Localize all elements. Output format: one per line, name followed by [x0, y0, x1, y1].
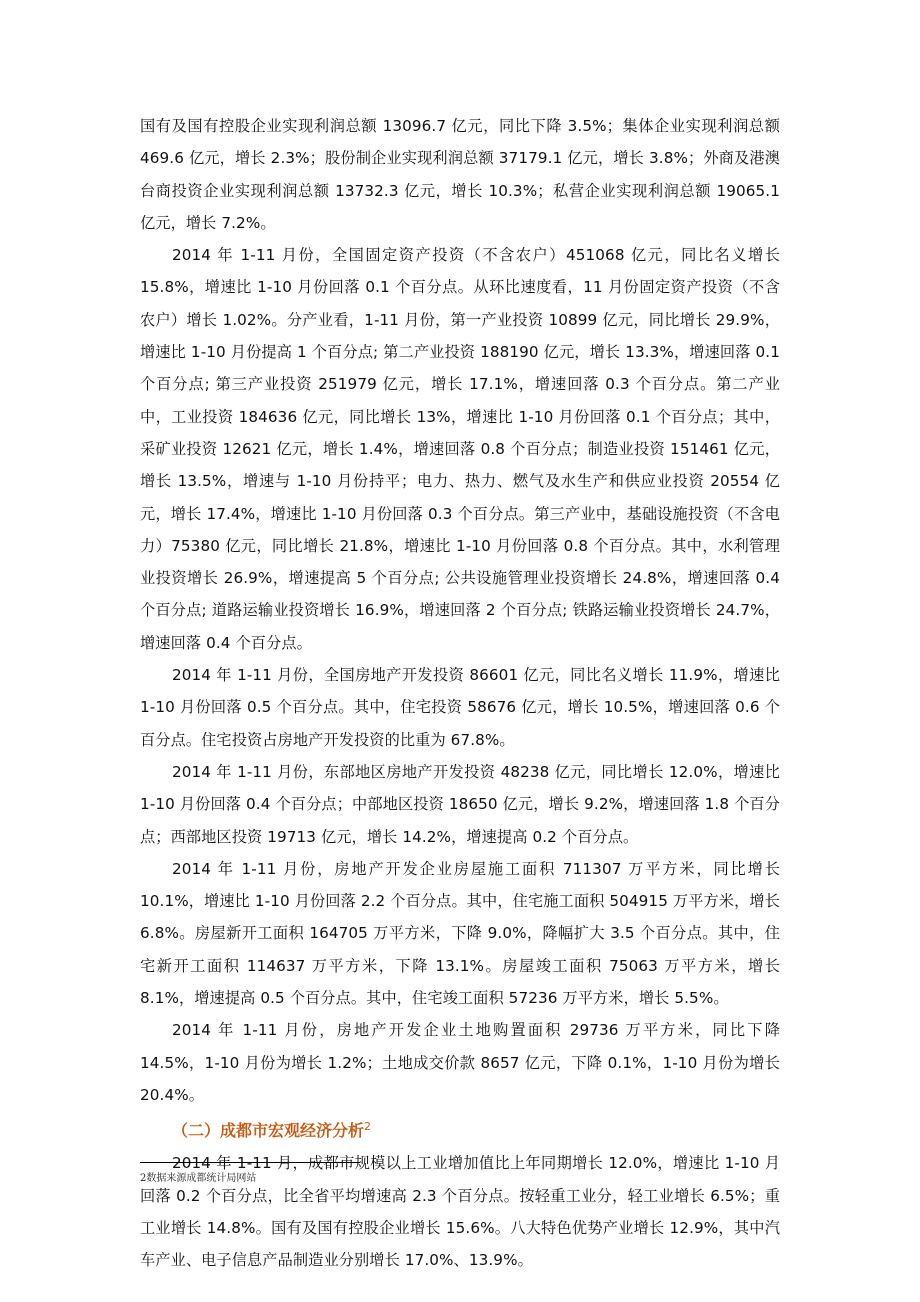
document-body [140, 110, 780, 1276]
paragraph-enterprise-profits: 国有及国有控股企业实现利润总额 13096.7 亿元，同比下降 3.5%；集体企业实现利润总额 469.6 亿元，增长 2.3%；股份制企业实现利润总额 37179.1 亿元，增长 3.8%；外商及港澳台商投资企业实现利润总额 13732.3 亿元，增长 10.3%；私营企业实现利润总额 19065.1 亿元，增长 7.2%。 [140, 117, 780, 232]
paragraph-real-estate-investment: 2014 年 1-11 月份，全国房地产开发投资 86601 亿元，同比名义增长 11.9%，增速比 1-10 月份回落 0.5 个百分点。其中，住宅投资 58676 亿元，增长 10.5%，增速回落 0.6 个百分点。住宅投资占房地产开发投资的比重为 67.8%。 [140, 666, 780, 749]
footnote-text: 2数据来源成都统计局网站 [140, 1173, 257, 1184]
paragraph-chengdu-industry: 2014 年 1-11 月，成都市规模以上工业增加值比上年同期增长 12.0%，增速比 1-10 月回落 0.2 个百分点，比全省平均增速高 2.3 个百分点。按轻重工业分，轻工业增长 6.5%；重工业增长 14.8%。国有及国有控股企业增长 15.6%。八大特色优势产业增长 12.9%，其中汽车产业、电子信息产品制造业分别增长 17.0%、13.9%。 [140, 1154, 780, 1270]
paragraph-construction-area: 2014 年 1-11 月份，房地产开发企业房屋施工面积 711307 万平方米，同比增长 10.1%，增速比 1-10 月份回落 2.2 个百分点。其中，住宅施工面积 504915 万平方米，增长 6.8%。房屋新开工面积 164705 万平方米，下降 9.0%，降幅扩大 3.5 个百分点。其中，住宅新开工面积 114637 万平方米，下降 13.1%。房屋竣工面积 75063 万平方米，增长 8.1%，增速提高 0.5 个百分点。其中，住宅竣工面积 57236 万平方米，增长 5.5%。 [140, 859, 780, 1008]
paragraph-land-purchase: 2014 年 1-11 月份，房地产开发企业土地购置面积 29736 万平方米，同比下降 14.5%，1-10 月份为增长 1.2%；土地成交价款 8657 亿元，下降 0.1%，1-10 月份为增长 20.4%。 [140, 1021, 780, 1104]
section-heading [140, 1111, 780, 1147]
footnote-reference[interactable]: 2 [364, 1120, 372, 1134]
paragraph-fixed-asset-investment: 2014 年 1-11 月份，全国固定资产投资（不含农户）451068 亿元，同比名义增长 15.8%，增速比 1-10 月份回落 0.1 个百分点。从环比速度看，11 月份固定资产投资（不含农户）增长 1.02%。分产业看，1-11 月份，第一产业投资 10899 亿元，同比增长 29.9%，增速比 1-10 月份提高 1 个百分点; 第二产业投资 188190 亿元，增长 13.3%，增速回落 0.1 个百分点; 第三产业投资 251979 亿元，增长 17.1%，增速回落 0.3 个百分点。第二产业中，工业投资 184636 亿元，同比增长 13%，增速比 1-10 月份回落 0.1 个百分点；其中，采矿业投资 12621 亿元，增长 1.4%，增速回落 0.8 个百分点；制造业投资 151461 亿元，增长 13.5%，增速与 1-10 月份持平；电力、热力、燃气及水生产和供应业投资 20554 亿元，增长 17.4%，增速比 1-10 月份回落 0.3 个百分点。第三产业中，基础设施投资（不含电力）75380 亿元，同比增长 21.8%，增速比 1-10 月份回落 0.8 个百分点。其中，水利管理业投资增长 26.9%，增速提高 5 个百分点; 公共设施管理业投资增长 24.8%，增速回落 0.4 个百分点; 道路运输业投资增长 16.9%，增速回落 2 个百分点; 铁路运输业投资增长 24.7%，增速回落 0.4 个百分点。 [140, 246, 780, 652]
footnote-divider [140, 1162, 360, 1163]
paragraph-regional-investment: 2014 年 1-11 月份，东部地区房地产开发投资 48238 亿元，同比增长 12.0%，增速比 1-10 月份回落 0.4 个百分点；中部地区投资 18650 亿元，增长 9.2%，增速回落 1.8 个百分点；西部地区投资 19713 亿元，增长 14.2%，增速提高 0.2 个百分点。 [140, 762, 780, 846]
section-heading-text: （二）成都市宏观经济分析 [172, 1121, 365, 1141]
